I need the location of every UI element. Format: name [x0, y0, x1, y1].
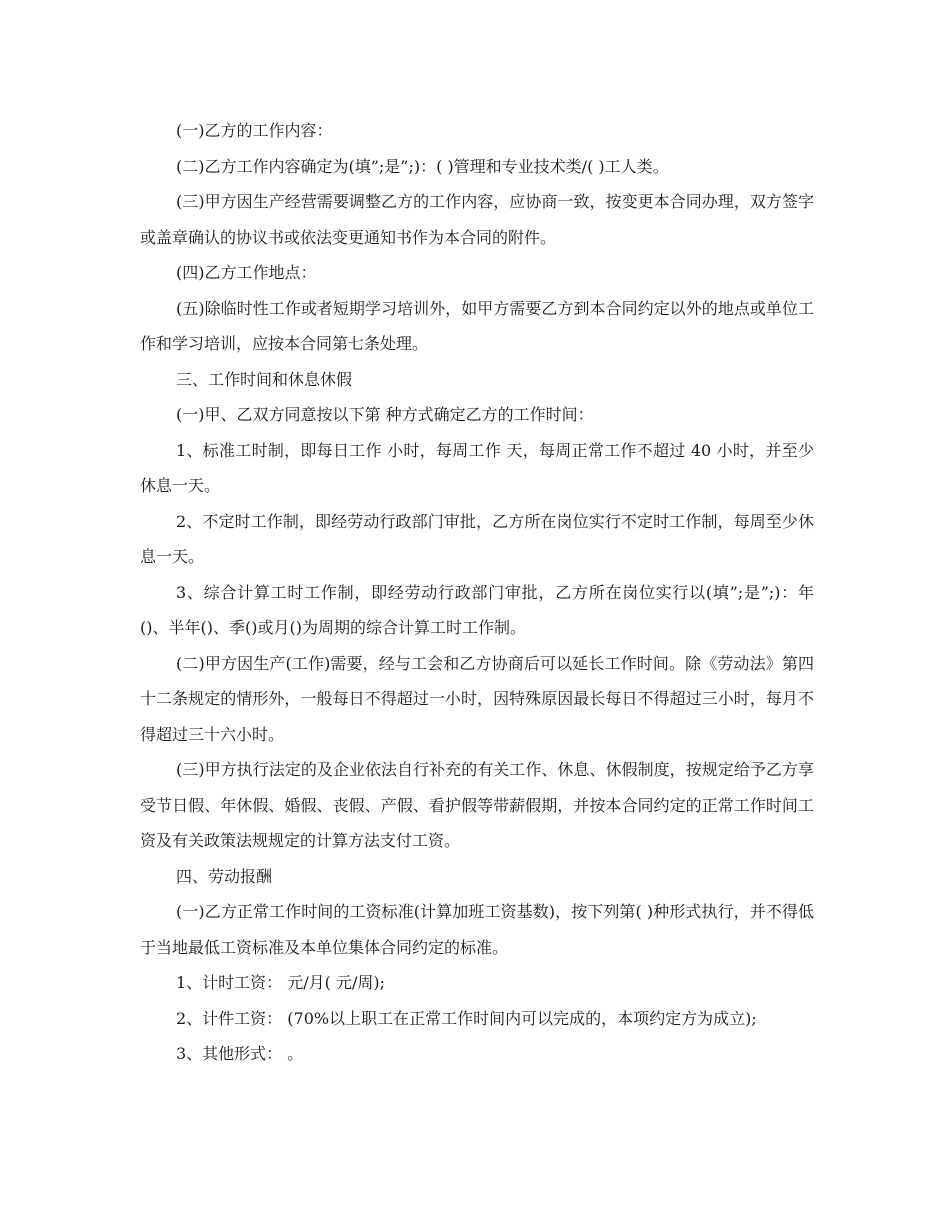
paragraph-5: (五)除临时性工作或者短期学习培训外，如甲方需要乙方到本合同约定以外的地点或单位工作和学习培训，应按本合同第七条处理。	[140, 298, 814, 353]
paragraph-17: 3、其他形式： 。	[176, 1044, 304, 1063]
paragraph-16: 2、计件工资： (70%以上职工在正常工作时间内可以完成的，本项约定方为成立);	[176, 1008, 757, 1028]
paragraph-14: (一)乙方正常工作时间的工资标准(计算加班工资基数)，按下列第( )种形式执行，并不得低于当地最低工资标准及本单位集体合同约定的标准。	[140, 902, 814, 957]
paragraph-9: 2、不定时工作制，即经劳动行政部门审批，乙方所在岗位实行不定时工作制，每周至少休息一天。	[140, 511, 814, 566]
paragraph-2: (二)乙方工作内容确定为(填”;是”;)：( )管理和专业技术类/( )工人类。	[176, 156, 669, 176]
document-page	[140, 113, 814, 1072]
paragraph-1: (一)乙方的工作内容：	[176, 121, 333, 140]
paragraph-15: 1、计时工资： 元/月( 元/周);	[176, 973, 386, 992]
paragraph-8: 1、标准工时制，即每日工作 小时，每周工作 天，每周正常工作不超过 40 小时，并至少休息一天。	[140, 440, 814, 495]
paragraph-10: 3、综合计算工时工作制，即经劳动行政部门审批，乙方所在岗位实行以(填”;是”;)：年()、半年()、季()或月()为周期的综合计算工时工作制。	[140, 582, 814, 637]
paragraph-12: (三)甲方执行法定的及企业依法自行补充的有关工作、休息、休假制度，按规定给予乙方享受节日假、年休假、婚假、丧假、产假、看护假等带薪假期，并按本合同约定的正常工作时间工资及有关政策法规规定的计算方法支付工资。	[140, 760, 814, 850]
section-heading-4: 四、劳动报酬	[176, 866, 273, 886]
paragraph-4: (四)乙方工作地点：	[176, 263, 317, 282]
paragraph-3: (三)甲方因生产经营需要调整乙方的工作内容，应协商一致，按变更本合同办理，双方签字或盖章确认的协议书或依法变更通知书作为本合同的附件。	[140, 192, 814, 247]
section-heading-3: 三、工作时间和休息休假	[176, 369, 353, 389]
paragraph-11: (二)甲方因生产(工作)需要，经与工会和乙方协商后可以延长工作时间。除《劳动法》第四十二条规定的情形外，一般每日不得超过一小时，因特殊原因最长每日不得超过三小时，每月不得超过三十六小时。	[140, 653, 814, 744]
paragraph-7: (一)甲、乙双方同意按以下第 种方式确定乙方的工作时间：	[176, 405, 594, 424]
